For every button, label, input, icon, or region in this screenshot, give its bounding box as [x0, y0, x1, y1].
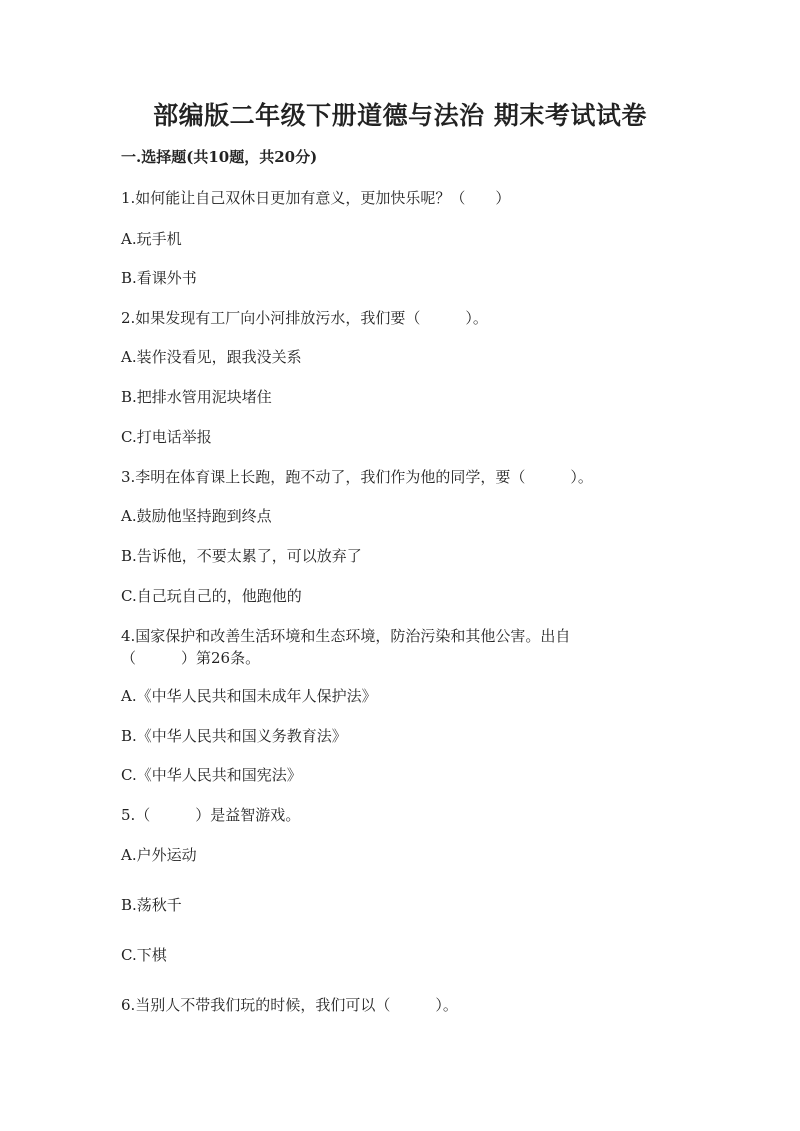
question-2-option-a: A.装作没看见，跟我没关系 — [121, 348, 302, 366]
question-4-option-b: B.《中华人民共和国义务教育法》 — [121, 727, 347, 745]
question-4-stem-line2: （ ）第26条。 — [121, 649, 261, 667]
question-4-stem: 4.国家保护和改善生活环境和生态环境，防治污染和其他公害。出自 — [121, 627, 571, 645]
question-5-option-a: A.户外运动 — [121, 846, 197, 864]
question-4-option-a: A.《中华人民共和国未成年人保护法》 — [121, 687, 377, 705]
question-2-option-b: B.把排水管用泥块堵住 — [121, 388, 272, 406]
question-5-stem: 5.（ ）是益智游戏。 — [121, 806, 301, 824]
question-3-option-c: C.自己玩自己的，他跑他的 — [121, 587, 302, 605]
question-3-option-a: A.鼓励他坚持跑到终点 — [121, 507, 272, 525]
question-6-stem: 6.当别人不带我们玩的时候，我们可以（ ）。 — [121, 996, 458, 1014]
question-3-stem: 3.李明在体育课上长跑，跑不动了，我们作为他的同学，要（ ）。 — [121, 468, 593, 486]
exam-title: 部编版二年级下册道德与法治 期末考试试卷 — [153, 101, 647, 130]
question-5-option-c: C.下棋 — [121, 946, 167, 964]
section-heading: 一.选择题(共10题，共20分) — [121, 148, 318, 166]
question-1-stem: 1.如何能让自己双休日更加有意义，更加快乐呢？（ ） — [121, 189, 511, 207]
question-5-option-b: B.荡秋千 — [121, 896, 182, 914]
question-2-option-c: C.打电话举报 — [121, 428, 212, 446]
question-1-option-b: B.看课外书 — [121, 269, 197, 287]
question-1-option-a: A.玩手机 — [121, 230, 182, 248]
question-2-stem: 2.如果发现有工厂向小河排放污水，我们要（ ）。 — [121, 309, 488, 327]
question-4-option-c: C.《中华人民共和国宪法》 — [121, 766, 302, 784]
question-3-option-b: B.告诉他，不要太累了，可以放弃了 — [121, 547, 362, 565]
